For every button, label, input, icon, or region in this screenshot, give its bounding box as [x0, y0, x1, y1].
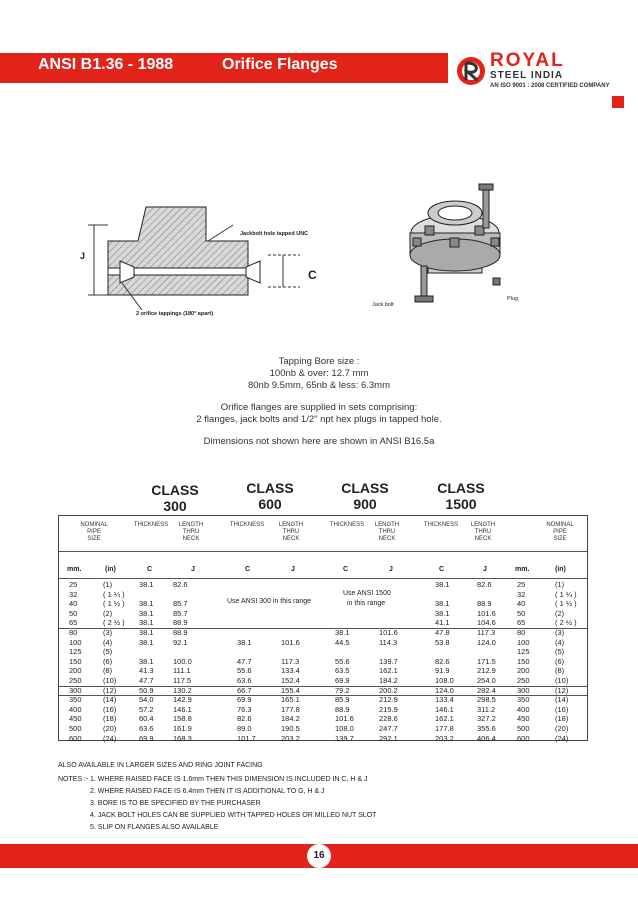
table-cell: 82.6	[435, 656, 450, 666]
table-cell: 66.7	[237, 685, 252, 695]
table-cell: 124.0	[435, 685, 454, 695]
table-cell: 104.6	[477, 618, 496, 628]
page-number: 16	[307, 844, 331, 868]
table-cell: (16)	[103, 704, 117, 714]
c-header: C	[343, 566, 349, 573]
thickness-header: THICKNESS	[329, 522, 365, 528]
tapping-bore-heading: Tapping Bore size :	[278, 356, 360, 367]
table-cell: 79.2	[335, 685, 350, 695]
table-cell: 162.1	[379, 666, 398, 676]
note-item: 4. JACK BOLT HOLES CAN BE SUPPLIED WITH TAPPED HOLES OR MILLED NUT SLOT	[90, 812, 377, 819]
table-cell: 80	[517, 628, 526, 637]
table-cell: (3)	[103, 628, 113, 637]
table-cell: 184.2	[281, 714, 300, 724]
plug-callout: Plug	[507, 296, 519, 302]
table-cell: 88.9	[173, 618, 188, 628]
table-cell: ( 1 ½ )	[103, 599, 125, 609]
nominal-pipe-size-header: NOMINAL PIPE SIZE	[80, 522, 108, 542]
table-cell: 38.1	[139, 656, 154, 666]
table-cell: (10)	[555, 676, 569, 685]
table-cell: 165.1	[281, 695, 300, 705]
table-cell: 108.0	[335, 724, 354, 733]
table-cell: 500	[69, 724, 82, 733]
table-cell: 200	[517, 666, 530, 676]
table-cell: (18)	[103, 714, 117, 724]
table-cell: 125	[69, 647, 82, 657]
table-cell: 184.2	[379, 676, 398, 685]
table-cell: 155.4	[281, 685, 300, 695]
table-cell: 146.1	[173, 704, 192, 714]
table-cell: 150	[69, 656, 82, 666]
table-cell: 250	[517, 676, 530, 685]
table-cell: 162.1	[435, 714, 454, 724]
table-cell: 228.6	[379, 714, 398, 724]
table-cell: 114.3	[379, 637, 398, 647]
page-title: Orifice Flanges	[222, 56, 338, 73]
table-cell: 400	[69, 704, 82, 714]
table-cell: 69.9	[139, 733, 154, 743]
table-cell: (4)	[103, 637, 113, 647]
class-300-heading: CLASS 300	[151, 482, 199, 514]
table-cell: 40	[69, 599, 78, 609]
table-cell: 38.1	[139, 618, 154, 628]
j-header: J	[389, 566, 393, 573]
table-cell: (12)	[103, 685, 117, 695]
logo-certification: AN ISO 9001 : 2008 CERTIFIED COMPANY	[490, 83, 610, 89]
tappings-label: 2 orifice tappings (180° apart)	[136, 311, 214, 317]
table-cell: 171.5	[477, 656, 496, 666]
table-cell: 101.6	[477, 608, 496, 618]
tapping-bore-line: 80nb 9.5mm, 65nb & less: 6.3mm	[247, 380, 391, 391]
table-cell: 300	[69, 685, 82, 695]
table-cell: (24)	[555, 733, 569, 743]
mm-header: mm.	[515, 566, 530, 573]
table-cell: 355.6	[477, 724, 496, 733]
table-cell: 139.7	[335, 733, 354, 743]
notes-label: NOTES :-	[58, 776, 89, 783]
thickness-header: THICKNESS	[423, 522, 459, 528]
table-cell: (8)	[555, 666, 565, 676]
table-cell: 400	[517, 704, 530, 714]
nominal-pipe-size-header: NOMINAL PIPE SIZE	[546, 522, 574, 542]
table-cell: 57.2	[139, 704, 154, 714]
table-cell: 158.8	[173, 714, 192, 724]
table-cell: 89.0	[237, 724, 252, 733]
table-cell: 91.9	[435, 666, 450, 676]
table-cell: 50.9	[139, 685, 154, 695]
table-cell: 100.0	[173, 656, 192, 666]
table-cell: 25	[69, 580, 78, 589]
table-cell: 146.1	[435, 704, 454, 714]
table-cell: 82.6	[477, 580, 492, 589]
table-cell: 190.5	[281, 724, 300, 733]
table-cell: 54.0	[139, 695, 154, 705]
table-cell: 38.1	[435, 599, 450, 609]
table-cell: 88.9	[173, 628, 188, 637]
thickness-header: THICKNESS	[229, 522, 265, 528]
note-item: 5. SLIP ON FLANGES ALSO AVAILABLE	[90, 824, 219, 831]
table-cell: 100	[517, 637, 530, 647]
table-cell: 38.1	[139, 628, 154, 637]
jackbolt-label: Jackbolt hole tapped UNC	[240, 231, 309, 237]
table-cell: (8)	[103, 666, 113, 676]
table-cell: (1)	[555, 580, 565, 589]
table-cell: 65	[69, 618, 78, 628]
table-cell: 282.4	[477, 685, 496, 695]
table-cell: ( 1 ¼ )	[103, 589, 125, 599]
table-cell: 85.7	[173, 599, 188, 609]
standard-title: ANSI B1.36 - 1988	[38, 56, 174, 73]
table-cell: 38.1	[139, 580, 154, 589]
table-cell: 47.7	[139, 676, 154, 685]
table-cell: (6)	[103, 656, 113, 666]
table-cell: 32	[517, 589, 526, 599]
table-cell: 100	[69, 637, 82, 647]
table-cell: 500	[517, 724, 530, 733]
length-header: LENGTH THRU NECK	[374, 522, 400, 542]
table-cell: 69.9	[237, 695, 252, 705]
table-cell: (10)	[103, 676, 117, 685]
table-cell: 450	[517, 714, 530, 724]
in-header: (in)	[555, 566, 566, 573]
table-cell: (14)	[103, 695, 117, 705]
table-cell: ( 2 ½ )	[103, 618, 125, 628]
table-cell: 292.1	[379, 733, 398, 743]
table-cell: 63.5	[335, 666, 350, 676]
table-cell: 254.0	[477, 676, 496, 685]
table-cell: 300	[517, 685, 530, 695]
table-cell: 38.1	[139, 637, 154, 647]
table-cell: 41.3	[139, 666, 154, 676]
table-cell: 133.4	[435, 695, 454, 705]
class-600-heading: CLASS 600	[246, 480, 294, 512]
dimension-j-label: J	[80, 251, 86, 261]
table-cell: 600	[517, 733, 530, 743]
table-cell: 125	[517, 647, 530, 657]
table-cell: 47.8	[435, 628, 450, 637]
table-cell: 203.2	[281, 733, 300, 743]
table-cell: 55.6	[237, 666, 252, 676]
table-cell: ( 1 ¼ )	[555, 589, 577, 599]
c-header: C	[147, 566, 153, 573]
table-cell: 88.9	[335, 704, 350, 714]
table-cell: 108.0	[435, 676, 454, 685]
dimensions-table	[58, 515, 588, 741]
table-cell: 133.4	[281, 666, 300, 676]
company-logo	[456, 52, 636, 96]
table-cell: 80	[69, 628, 78, 637]
availability-note: ALSO AVAILABLE IN LARGER SIZES AND RING JOINT FACING	[58, 762, 263, 769]
note-item: 1. WHERE RAISED FACE IS 1.6mm THEN THIS DIMENSION IS INCLUDED IN C, H & J	[90, 776, 368, 783]
table-cell: 600	[69, 733, 82, 743]
table-cell: 124.0	[477, 637, 496, 647]
table-cell: 111.1	[173, 666, 191, 676]
table-cell: 250	[69, 676, 82, 685]
header-band	[0, 53, 448, 83]
table-cell: (5)	[555, 647, 565, 657]
table-cell: 212.9	[477, 666, 496, 676]
table-cell: 25	[517, 580, 526, 589]
table-cell: 82.6	[173, 580, 188, 589]
logo-brand: ROYAL	[490, 50, 565, 71]
table-cell: 41.1	[435, 618, 450, 628]
logo-subtitle: STEEL INDIA	[490, 70, 564, 81]
table-cell: 65	[517, 618, 526, 628]
table-cell: 38.1	[139, 599, 154, 609]
in-header: (in)	[105, 566, 116, 573]
table-cell: 161.9	[173, 724, 192, 733]
note-item: 3. BORE IS TO BE SPECIFIED BY THE PURCHASER	[90, 800, 261, 807]
header-divider	[59, 551, 587, 552]
table-cell: 101.7	[237, 733, 256, 743]
table-cell: (20)	[103, 724, 117, 733]
table-cell: 50	[69, 608, 78, 618]
table-cell: 247.7	[379, 724, 398, 733]
note-item: 2. WHERE RAISED FACE IS 6.4mm THEN IT IS ADDITIONAL TO G, H & J	[90, 788, 325, 795]
table-cell: ( 2 ½ )	[555, 618, 577, 628]
flange-section-diagram	[78, 205, 338, 325]
table-cell: 327.2	[477, 714, 496, 724]
length-header: LENGTH THRU NECK	[178, 522, 204, 542]
table-cell: 177.8	[435, 724, 454, 733]
table-cell: 200.2	[379, 685, 398, 695]
table-cell: (20)	[555, 724, 569, 733]
table-cell: 85.9	[335, 695, 350, 705]
table-cell: (3)	[555, 628, 565, 637]
table-cell: 200	[69, 666, 82, 676]
corner-tab	[612, 96, 624, 108]
table-cell: (18)	[555, 714, 569, 724]
table-cell: 406.4	[477, 733, 496, 743]
table-cell: 311.2	[477, 704, 496, 714]
table-cell: 38.1	[435, 608, 450, 618]
j-header: J	[291, 566, 295, 573]
c-header: C	[439, 566, 445, 573]
ansi-1500-range-note: in this range	[347, 600, 386, 607]
table-cell: 152.4	[281, 676, 300, 685]
table-cell: 298.5	[477, 695, 496, 705]
table-cell: (1)	[103, 580, 113, 589]
table-cell: 60.4	[139, 714, 154, 724]
table-cell: 38.1	[335, 628, 350, 637]
table-cell: 450	[69, 714, 82, 724]
table-cell: (4)	[555, 637, 565, 647]
table-cell: 44.5	[335, 637, 350, 647]
table-cell: 69.9	[335, 676, 350, 685]
table-cell: (5)	[103, 647, 113, 657]
class-900-heading: CLASS 900	[341, 480, 389, 512]
table-cell: 85.7	[173, 608, 188, 618]
j-header: J	[191, 566, 195, 573]
table-cell: (14)	[555, 695, 569, 705]
table-cell: ( 1 ½ )	[555, 599, 577, 609]
table-cell: (24)	[103, 733, 117, 743]
jackbolt-callout: Jack bolt	[372, 302, 394, 308]
header-divider	[59, 578, 587, 579]
table-cell: 50	[517, 608, 526, 618]
ansi-1500-range-note: Use ANSI 1500	[343, 590, 391, 597]
table-cell: 117.5	[173, 676, 192, 685]
table-cell: 88.9	[477, 599, 492, 609]
table-cell: 82.6	[237, 714, 252, 724]
table-cell: 215.9	[379, 704, 398, 714]
table-cell: 203.2	[435, 733, 454, 743]
table-cell: 101.6	[335, 714, 354, 724]
table-cell: 92.1	[173, 637, 188, 647]
table-cell: 38.1	[237, 637, 252, 647]
table-cell: 101.6	[281, 637, 300, 647]
table-cell: (2)	[555, 608, 565, 618]
table-cell: 63.6	[139, 724, 154, 733]
table-cell: 350	[517, 695, 530, 705]
table-cell: 130.2	[173, 685, 192, 695]
table-cell: 168.3	[173, 733, 192, 743]
table-cell: 63.6	[237, 676, 252, 685]
royal-logo-icon	[456, 54, 486, 88]
table-cell: 142.9	[173, 695, 192, 705]
table-cell: 101.6	[379, 628, 398, 637]
table-cell: (6)	[555, 656, 565, 666]
table-cell: 40	[517, 599, 526, 609]
table-cell: 38.1	[435, 580, 450, 589]
length-header: LENGTH THRU NECK	[278, 522, 304, 542]
table-cell: 212.9	[379, 695, 398, 705]
j-header: J	[483, 566, 487, 573]
table-cell: 150	[517, 656, 530, 666]
table-cell: 139.7	[379, 656, 398, 666]
ansi-300-range-note: Use ANSI 300 in this range	[227, 598, 312, 605]
tapping-bore-line: 100nb & over: 12.7 mm	[269, 368, 369, 379]
table-cell: 53.8	[435, 637, 450, 647]
table-cell: 117.3	[281, 656, 300, 666]
table-cell: 32	[69, 589, 78, 599]
dimension-c-label: C	[308, 268, 317, 282]
length-header: LENGTH THRU NECK	[470, 522, 496, 542]
class-1500-heading: CLASS 1500	[437, 480, 485, 512]
supply-note: 2 flanges, jack bolts and 1/2" npt hex plugs in tapped hole.	[196, 414, 442, 425]
table-cell: 76.3	[237, 704, 252, 714]
table-cell: 47.7	[237, 656, 252, 666]
table-cell: 350	[69, 695, 82, 705]
thickness-header: THICKNESS	[133, 522, 169, 528]
table-cell: 38.1	[139, 608, 154, 618]
table-cell: 55.6	[335, 656, 350, 666]
ansi-reference-note: Dimensions not shown here are shown in ANSI B16.5a	[203, 436, 435, 447]
supply-note: Orifice flanges are supplied in sets comprising:	[220, 402, 418, 413]
table-cell: 117.3	[477, 628, 496, 637]
table-cell: (2)	[103, 608, 113, 618]
table-cell: (12)	[555, 685, 569, 695]
mm-header: mm.	[67, 566, 82, 573]
table-cell: 177.8	[281, 704, 300, 714]
c-header: C	[245, 566, 251, 573]
table-cell: (16)	[555, 704, 569, 714]
